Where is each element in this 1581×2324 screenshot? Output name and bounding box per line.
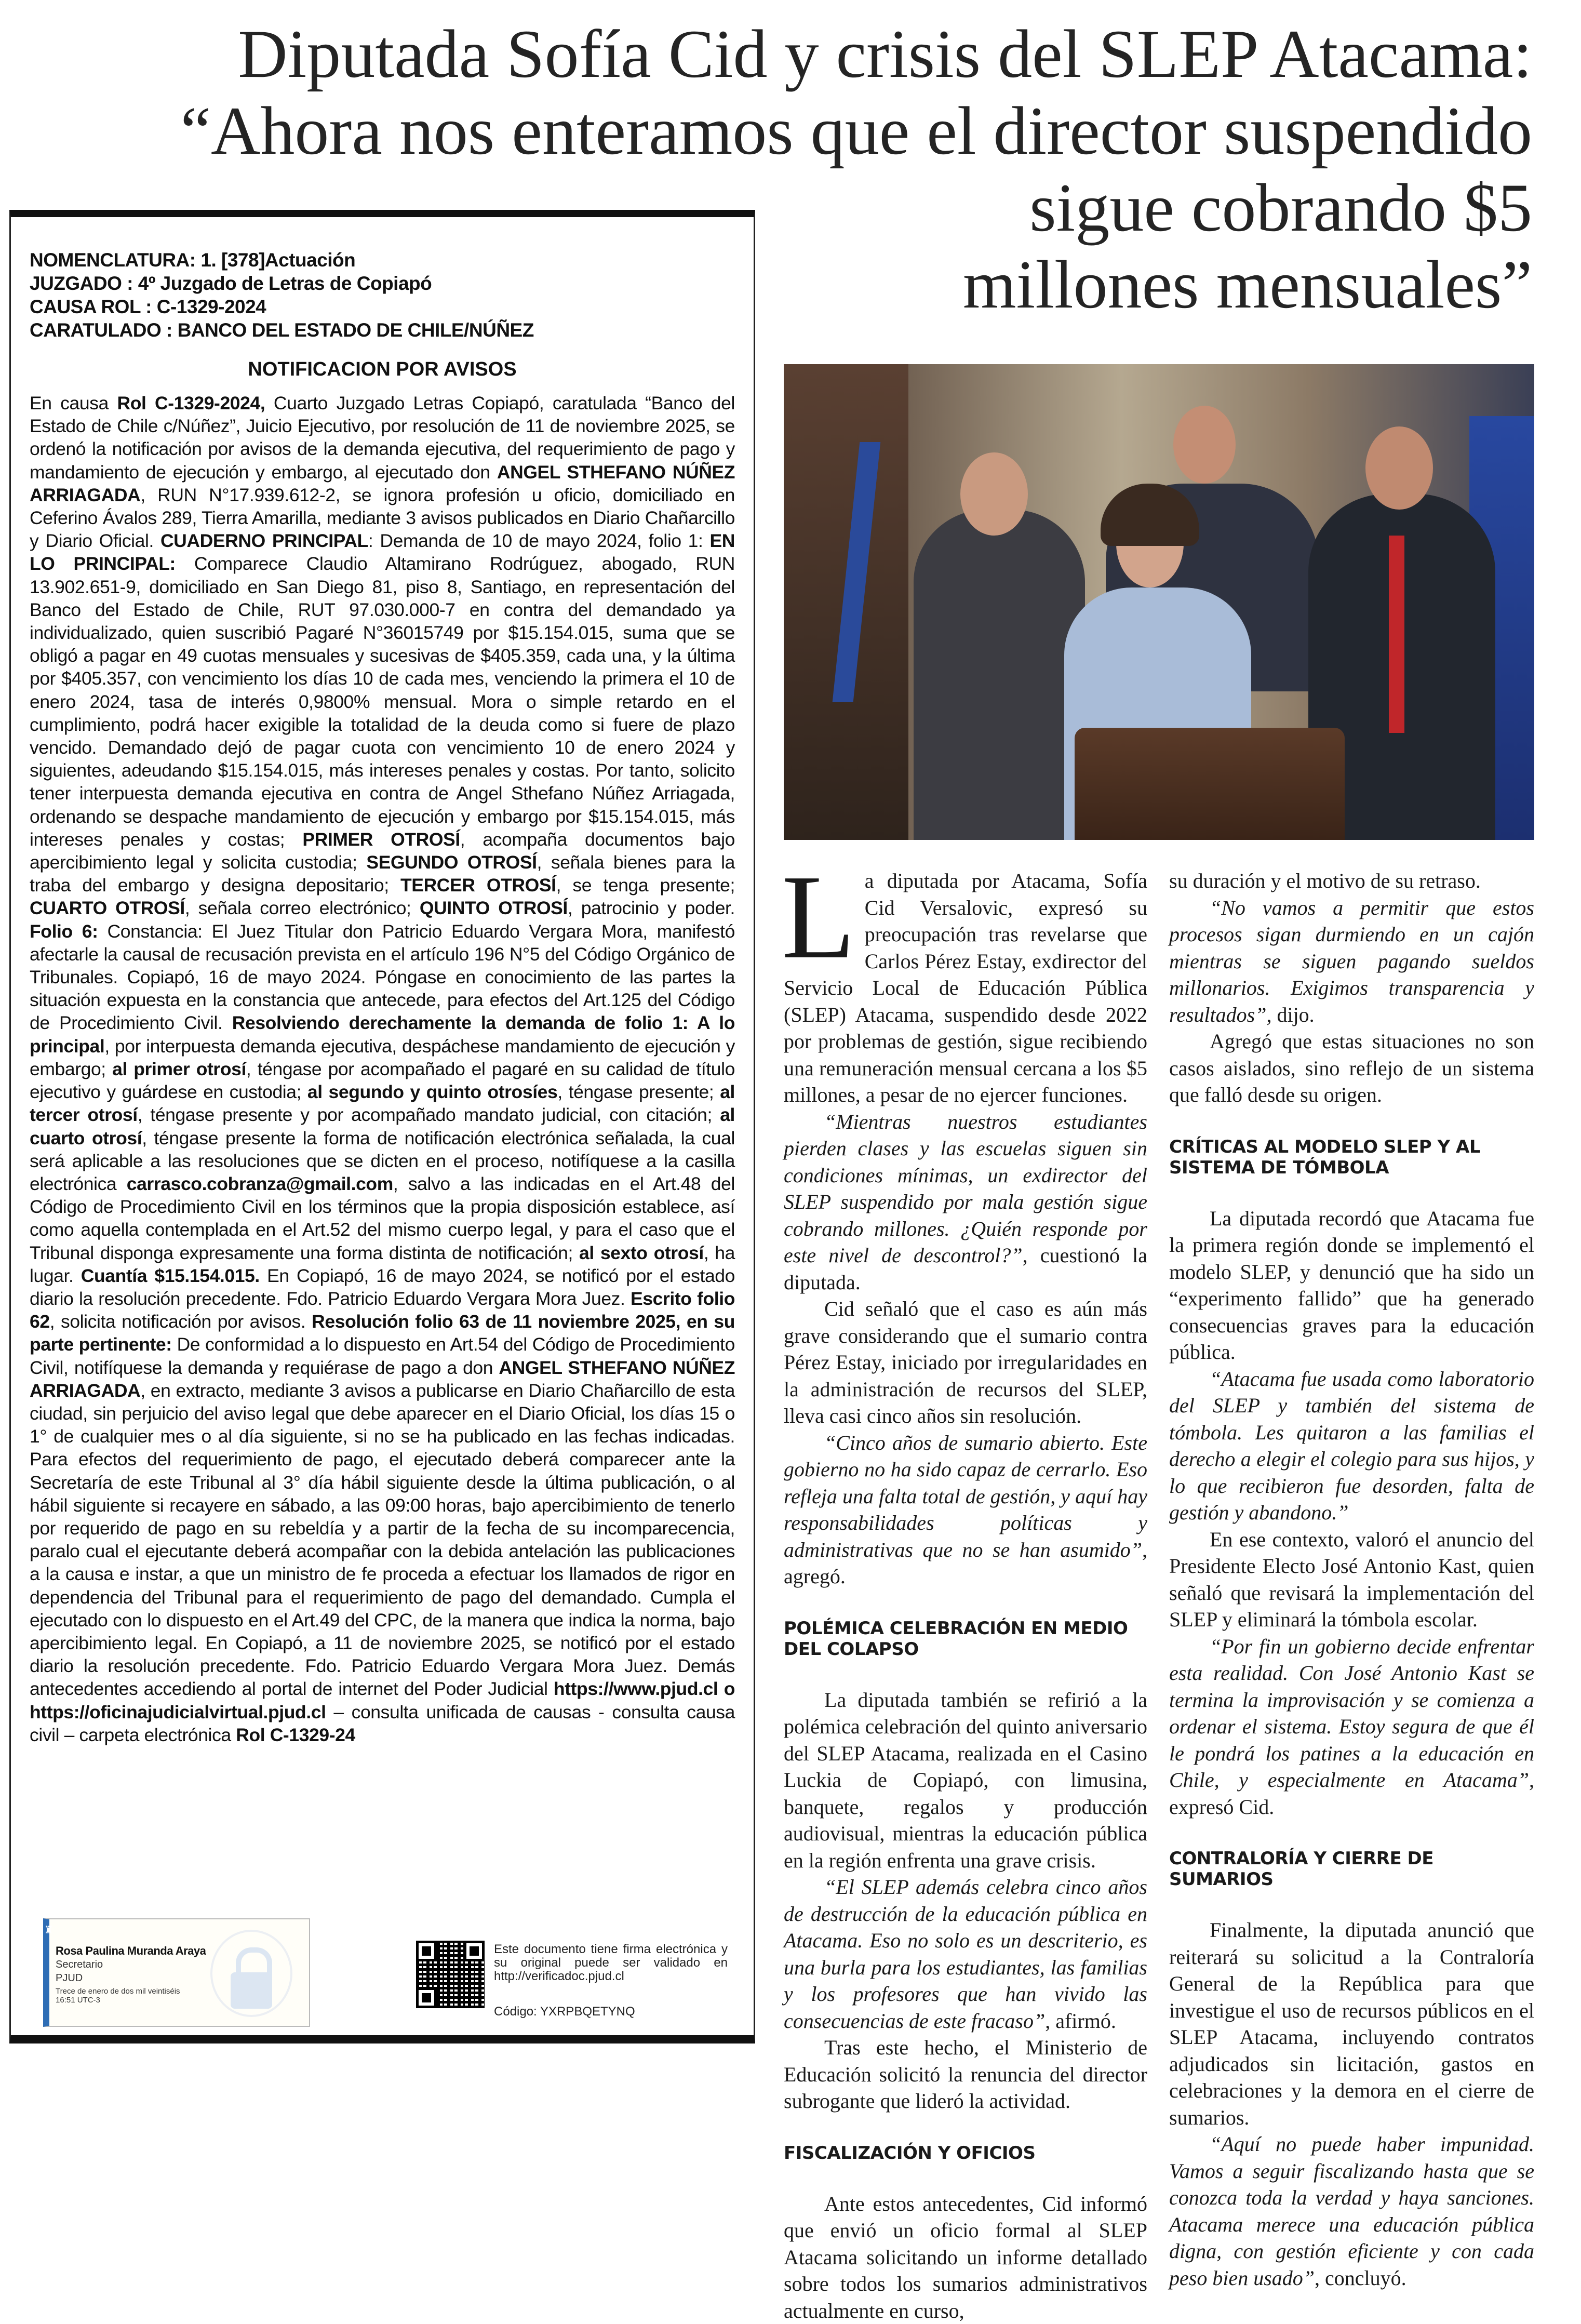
- legal-text: , señala bienes para la traba del embargo y designa depositario;: [30, 852, 735, 896]
- signer-org: PJUD: [56, 1972, 83, 1984]
- legal-bold-text: https://www.pjud.cl o https://oficinajudicialvirtual.pjud.cl: [30, 1678, 735, 1722]
- legal-bold-text: PRIMER OTROSÍ: [302, 829, 460, 850]
- legal-text: , téngase presente y por acompañado mandato judicial, con citación;: [138, 1104, 720, 1125]
- body-text: , agregó.: [784, 1538, 1147, 1588]
- quote-text: “Mientras nuestros estudiantes pierden clases y las escuelas siguen sin condiciones mínimas, un exdirector del SLEP suspendido por mala gestión sigue cobrando millones. ¿Quién responde por este nivel de descontrol?”: [784, 1110, 1147, 1267]
- legal-text: , patrocinio y poder.: [568, 898, 735, 918]
- headline-line: sigue cobrando $5: [16, 169, 1532, 246]
- quote-text: “Cinco años de sumario abierto. Este gobierno no ha sido capaz de cerrarlo. Eso refleja una falta total de gestión, y aquí hay responsabilidades políticas y administrativas que no se han asumido”: [784, 1431, 1147, 1561]
- legal-text: , en extracto, mediante 3 avisos a publicarse en Diario Chañarcillo de esta ciudad, sin perjuicio del aviso legal que debe aparecer en el Diario Oficial, los días 15 o 1° de cualquier mes o al día siguiente, si no se ha publicado en las fechas indicadas. Para efectos del requerimiento de pago, el ejecutado deberá comparecer ante la Secretaría de este Tribunal al 3° día hábil siguiente desde la última publicación, o al hábil siguiente si recayere en sábado, a las 09:00 horas, bajo apercibimiento de tenerlo por requerido de pago en su rebeldía y a partir de la fecha de su incomparecencia, paralo cual el ejecutante deberá acompañar con la debida antelación las publicaciones a la causa e instar, a que un ministro de fe proceda a efectuar los llamados de rigor en dependencia del Tribunal para el requerimiento de pago del demandado. Cumpla el ejecutado con lo dispuesto en el Art.49 del CPC, de la manera que indica la norma, bajo apercibimiento legal. En Copiapó, a 11 de noviembre 2025, se notificó por el estado diario la resolución precedente. Fdo. Patricio Eduardo Vergara Mora Juez. Demás antecedentes accediendo al portal de internet del Poder Judicial: [30, 1380, 735, 1700]
- legal-text: , téngase presente la forma de notificación electrónica señalada, la cual será aplicable a las resoluciones que se dicten en el proceso, notifíquese a la casilla electrónica: [30, 1128, 735, 1194]
- legal-bold-text: CUADERNO PRINCIPAL: [160, 530, 368, 551]
- legal-text: , salvo a las indicadas en el Art.48 del Código de Procedimiento Civil en los términos que la propia disposición establece, así como aquella contemplada en el Art.52 del mismo cuerpo legal, y para el caso que el Tribunal disponga expresamente una forma distinta de notificación;: [30, 1173, 735, 1263]
- verification-text: Este documento tiene firma electrónica y su original puede ser validado en http://verificadoc.pjud.cl: [494, 1942, 728, 1983]
- legal-bold-text: al segundo y quinto otrosíes: [307, 1081, 557, 1102]
- legal-text: , señala correo electrónico;: [185, 898, 420, 918]
- quote-text: “El SLEP además celebra cinco años de destrucción de la educación pública en Atacama. Eso no solo es un descriterio, es una burla para los estudiantes, las familias y los profesores que han vivido las consecuencias de este fracaso”: [784, 1875, 1147, 2033]
- signer-role: Secretario: [56, 1959, 103, 1971]
- article-column-1: [784, 867, 1147, 2324]
- article-paragraph: [784, 1687, 1147, 1874]
- body-text: La diputada también se refirió a la polémica celebración del quinto aniversario del SLEP Atacama, realizada en el Casino Luckia de Copiapó, con limusina, banquete, regalos y producción audiovisual, mientras la educación pública en la región enfrenta una grave crisis.: [784, 1688, 1147, 1872]
- body-text: , expresó Cid.: [1169, 1768, 1534, 1819]
- article-paragraph: [784, 1108, 1147, 1296]
- qr-code-icon: [416, 1941, 485, 2008]
- body-text: , dijo.: [1266, 1003, 1314, 1026]
- pjud-crest-icon: ♜: [44, 1924, 53, 1936]
- legal-text: , solicita notificación por avisos.: [50, 1311, 312, 1332]
- legal-text: En Copiapó, 16 de mayo 2024, se notificó por el estado diario la resolución precedente. Fdo. Patricio Eduardo Vergara Mora Juez.: [30, 1265, 735, 1309]
- body-text: La diputada recordó que Atacama fue la primera región donde se implementó el modelo SLEP, y denunció que ha sido un “experimento fallido” que ha generado consecuencias graves para la educación pública.: [1169, 1207, 1534, 1364]
- legal-bold-text: Folio 6:: [30, 921, 98, 942]
- legal-bold-text: QUINTO OTROSÍ: [420, 898, 568, 918]
- article-paragraph: [1169, 1917, 1534, 2131]
- legal-bold-text: al sexto otrosí: [579, 1243, 704, 1263]
- body-text: En ese contexto, valoró el anuncio del Presidente Electo José Antonio Kast, quien señaló que revisará la implementación del SLEP y eliminará la tómbola escolar.: [1169, 1528, 1534, 1632]
- article-paragraph: [784, 1874, 1147, 2034]
- legal-body: [30, 392, 735, 1746]
- body-text: Agregó que estas situaciones no son casos aislados, sino reflejo de un sistema que falló desde su origen.: [1169, 1030, 1534, 1106]
- legal-bold-text: CUARTO OTROSÍ: [30, 898, 185, 918]
- article-paragraph: [1169, 894, 1534, 1029]
- legal-bold-text: ANGEL STHEFANO NÚÑEZ ARRIAGADA: [30, 1357, 735, 1401]
- legal-bold-text: EN LO PRINCIPAL:: [30, 530, 735, 574]
- legal-bold-text: Escrito folio 62: [30, 1288, 735, 1332]
- legal-text: Cuarto Juzgado Letras Copiapó, caratulada “Banco del Estado de Chile c/Núñez”, Juicio Ejecutivo, por resolución de 11 de noviembre 2025, se ordenó la notificación por avisos de la demanda ejecutiva, del requerimiento de pago y mandamiento de ejecución y embargo, al ejecutado don: [30, 393, 735, 483]
- legal-text: , téngase presente;: [557, 1081, 720, 1102]
- meta-caratulado: CARATULADO : BANCO DEL ESTADO DE CHILE/NÚÑEZ: [30, 318, 534, 342]
- meta-juzgado: JUZGADO : 4º Juzgado de Letras de Copiapó: [30, 272, 534, 295]
- body-text: su duración y el motivo de su retraso.: [1169, 869, 1481, 892]
- quote-text: “Atacama fue usada como laboratorio del SLEP y también del sistema de tómbola. Les quitaron a las familias el derecho a elegir el colegio para sus hijos, y lo que recibieron fue desorden, falta de gestión y abandono.”: [1169, 1367, 1534, 1525]
- legal-text: Constancia: El Juez Titular don Patricio Eduardo Vergara Mora, manifestó afectarle la causal de recusación prevista en el artículo 196 N°5 del Código Orgánico de Tribunales. Copiapó, 16 de mayo 2024. Póngase en conocimiento de las partes la situación expuesta en la constancia que antecede, para efectos del Art.125 del Código de Procedimiento Civil.: [30, 921, 735, 1034]
- legal-text: , ha lugar.: [30, 1243, 735, 1286]
- legal-bold-text: Rol C-1329-24: [236, 1725, 355, 1745]
- legal-bold-text: al cuarto otrosí: [30, 1104, 735, 1148]
- body-text: , afirmó.: [1045, 2009, 1116, 2033]
- article-paragraph: [1169, 1633, 1534, 1821]
- body-text: , cuestionó la diputada.: [784, 1244, 1147, 1294]
- lock-icon: [210, 1930, 292, 2017]
- section-heading: POLÉMICA CELEBRACIÓN EN MEDIO DEL COLAPSO: [784, 1618, 1147, 1660]
- drop-cap: L: [782, 871, 855, 964]
- quote-text: “No vamos a permitir que estos procesos sigan durmiendo en un cajón mientras se siguen pagando sueldos millonarios. Exigimos transparencia y resultados”: [1169, 896, 1534, 1026]
- legal-text: , por interpuesta demanda ejecutiva, despáchese mandamiento de ejecución y embargo;: [30, 1036, 735, 1079]
- legal-text: – consulta unificada de causas - consulta causa civil – carpeta electrónica: [30, 1702, 735, 1745]
- legal-bold-text: Rol C-1329-2024,: [117, 393, 265, 413]
- verification-note: [494, 1943, 728, 2019]
- headline-line: “Ahora nos enteramos que el director suspendido: [16, 92, 1532, 169]
- legal-bold-text: SEGUNDO OTROSÍ: [366, 852, 537, 873]
- legal-notice: [9, 210, 755, 2043]
- headline-line: Diputada Sofía Cid y crisis del SLEP Atacama:: [16, 16, 1532, 92]
- press-photo: [784, 364, 1534, 840]
- article-paragraph: [784, 1430, 1147, 1590]
- body-text: a diputada por Atacama, Sofía Cid Versalovic, expresó su preocupación tras revelarse que Carlos Pérez Estay, exdirector del Servicio Local de Educación Pública (SLEP) Atacama, suspendido desde 2022 por problemas de gestión, sigue recibiendo una remuneración mensual cercana a los $5 millones, a pesar de no ejercer funciones.: [784, 869, 1147, 1106]
- legal-text: , se tenga presente;: [556, 875, 735, 896]
- meta-causa-rol: CAUSA ROL : C-1329-2024: [30, 295, 534, 318]
- signature-date: Trece de enero de dos mil veintiséis 16:51 UTC-3: [56, 1987, 191, 2005]
- legal-bold-text: al tercer otrosí: [30, 1081, 735, 1125]
- section-heading: CONTRALORÍA Y CIERRE DE SUMARIOS: [1169, 1848, 1534, 1890]
- section-heading: CRÍTICAS AL MODELO SLEP Y AL SISTEMA DE TÓMBOLA: [1169, 1137, 1534, 1178]
- electronic-signature: [43, 1918, 310, 2027]
- legal-text: , RUN N°17.939.612-2, se ignora profesión u oficio, domiciliado en Ceferino Ávalos 289, Tierra Amarilla, mediante 3 avisos publicados en Diario Chañarcillo y Diario Oficial.: [30, 485, 735, 551]
- legal-text: , téngase por acompañado el pagaré en su calidad de título ejecutivo y guárdese en custodia;: [30, 1059, 735, 1102]
- legal-text: : Demanda de 10 de mayo 2024, folio 1:: [368, 530, 710, 551]
- quote-text: “Por fin un gobierno decide enfrentar esta realidad. Con José Antonio Kast se termina la improvisación y se comienza a ordenar el sistema. Estoy segura de que él le pondrá los patines a la educación en Chile, y especialmente en Atacama”: [1169, 1635, 1534, 1792]
- legal-bold-text: Cuantía $15.154.015.: [81, 1265, 260, 1286]
- body-text: Ante estos antecedentes, Cid informó que envió un oficio formal al SLEP Atacama solicitando un informe detallado sobre todos los sumarios administrativos actualmente en curso,: [784, 2192, 1147, 2322]
- article-paragraph: [1169, 1205, 1534, 1366]
- legal-bold-text: ANGEL STHEFANO NÚÑEZ ARRIAGADA: [30, 462, 735, 505]
- legal-meta: [30, 248, 534, 342]
- legal-bold-text: carrasco.cobranza@gmail.com: [127, 1173, 393, 1194]
- legal-bold-text: Resolviendo derechamente la demanda de folio 1: A lo principal: [30, 1012, 735, 1056]
- verification-code: Código: YXRPBQETYNQ: [494, 2005, 728, 2019]
- article-paragraph: [1169, 2131, 1534, 2291]
- legal-bold-text: TERCER OTROSÍ: [400, 875, 556, 896]
- legal-title: NOTIFICACION POR AVISOS: [11, 358, 754, 381]
- article-paragraph: [1169, 1028, 1534, 1108]
- legal-text: De conformidad a lo dispuesto en Art.54 del Código de Procedimiento Civil, notifíquese la demanda y requiérase de pago a don: [30, 1334, 735, 1378]
- legal-text: , acompaña documentos bajo apercibimiento legal y solicita custodia;: [30, 829, 735, 873]
- body-text: Tras este hecho, el Ministerio de Educación solicitó la renuncia del director subrogante que lideró la actividad.: [784, 2036, 1147, 2113]
- article-paragraph: [1169, 867, 1534, 894]
- body-text: Cid señaló que el caso es aún más grave considerando que el sumario contra Pérez Estay, iniciado por irregularidades en la administración de recursos del SLEP, lleva casi cinco años sin resolución.: [784, 1297, 1147, 1427]
- article-paragraph: [784, 1295, 1147, 1430]
- body-text: , concluyó.: [1315, 2266, 1406, 2290]
- article-paragraph: [784, 867, 1147, 1108]
- legal-text: Comparece Claudio Altamirano Rodrúguez, abogado, RUN 13.902.651-9, domiciliado en San Diego 81, piso 8, Santiago, en representación del Banco del Estado de Chile, RUT 97.030.000-7 en contra del demandado ya individualizado, quien suscribió Pagaré N°36015749 por $15.154.015, suma que se obligó a pagar en 49 cuotas mensuales y sucesivas de $405.359, cada una, y la última por $405.357, con vencimiento los días 10 de cada mes, venciendo la primera el 10 de enero 2024, tasa de interés 0,9800% mensual. Mora o simple retardo en el cumplimiento, podrá hacer exigible la totalidad de la deuda como si fuere de plazo vencido. Demandado dejó de pagar cuota con vencimiento 10 de enero 2024 y siguientes, adeudando $15.154.015, más intereses penales y costas. Por tanto, solicito tener interpuesta demanda ejecutiva en contra de Angel Sthefano Núñez Arriagada, ordenando se despache mandamiento de ejecución y embargo por $15.154.015, más intereses penales y costas;: [30, 553, 735, 849]
- article-paragraph: [1169, 1366, 1534, 1526]
- legal-bold-text: al primer otrosí: [112, 1059, 246, 1079]
- section-heading: FISCALIZACIÓN Y OFICIOS: [784, 2143, 1147, 2163]
- article-paragraph: [784, 2191, 1147, 2324]
- meta-nomenclatura: NOMENCLATURA: 1. [378]Actuación: [30, 248, 534, 272]
- body-text: Finalmente, la diputada anunció que reiterará su solicitud a la Contraloría General de la República para que investigue el uso de recursos públicos en el SLEP Atacama, incluyendo contratos adjudicados sin licitación, gastos en celebraciones y la demora en el cierre de sumarios.: [1169, 1918, 1534, 2129]
- article-paragraph: [1169, 1526, 1534, 1633]
- legal-text: En causa: [30, 393, 117, 413]
- headline-line: millones mensuales”: [16, 246, 1532, 323]
- article-paragraph: [784, 2034, 1147, 2115]
- signer-name: Rosa Paulina Muranda Araya: [56, 1944, 206, 1958]
- article-column-2: [1169, 867, 1534, 2291]
- quote-text: “Aquí no puede haber impunidad. Vamos a seguir fiscalizando hasta que se conozca toda la verdad y haya sanciones. Atacama merece una educación pública digna, con gestión eficiente y con cada peso bien usado”: [1169, 2132, 1534, 2290]
- legal-bold-text: Resolución folio 63 de 11 noviembre 2025, en su parte pertinente:: [30, 1311, 735, 1355]
